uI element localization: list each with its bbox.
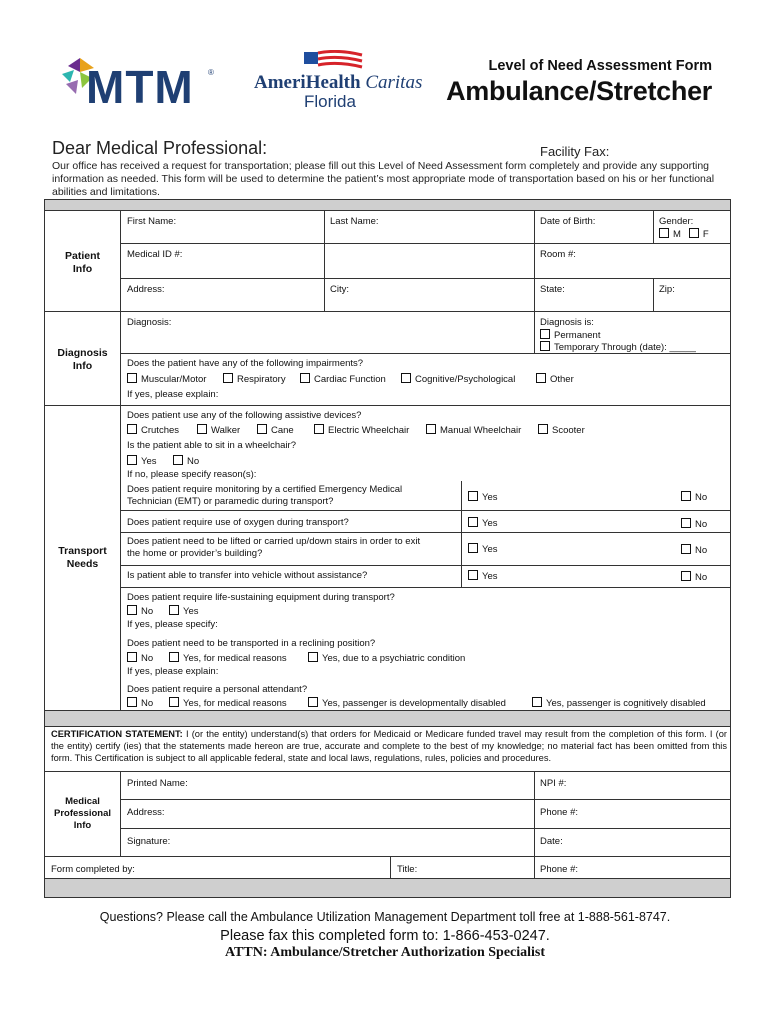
form-header (0, 0, 770, 140)
sit-wc-no-checkbox[interactable] (173, 455, 183, 465)
last-name-field[interactable]: Last Name: (330, 216, 379, 227)
greeting: Dear Medical Professional: (52, 138, 268, 158)
cognitive-option (401, 373, 515, 386)
attendant-yes-dev-label: Yes, passenger is developmentally disabled (322, 698, 506, 709)
cardiac-label: Cardiac Function (314, 374, 386, 385)
emt-yes-checkbox[interactable] (468, 491, 478, 501)
medical-professional-label: Medical Professional Info (53, 796, 112, 831)
gender-m-label: M (673, 229, 681, 240)
sit-wc-yes-label: Yes (141, 456, 157, 467)
stairs-yes-option (468, 543, 498, 556)
manual-wc-checkbox[interactable] (426, 424, 436, 434)
medical-id-field[interactable]: Medical ID #: (127, 249, 183, 260)
cognitive-label: Cognitive/Psychological (415, 374, 516, 385)
cane-checkbox[interactable] (257, 424, 267, 434)
stairs-no-label: No (695, 545, 708, 556)
mp-address-field[interactable]: Address: (127, 807, 165, 818)
form-main-title: Ambulance/Stretcher (446, 76, 712, 106)
attendant-yes-cog-label: Yes, passenger is cognitively disabled (546, 698, 706, 709)
cane-label: Cane (271, 425, 294, 436)
life-yes-label: Yes (183, 606, 199, 617)
crutches-checkbox[interactable] (127, 424, 137, 434)
gender-m-checkbox[interactable] (659, 228, 669, 238)
oxygen-yes-option (468, 517, 498, 530)
certification-statement (51, 728, 727, 764)
recline-no-option (127, 652, 153, 665)
impairments-question: Does the patient have any of the following impairments? (127, 358, 364, 369)
attendant-yes-cog-checkbox[interactable] (532, 697, 542, 707)
footer-questions: Questions? Please call the Ambulance Utilization Management Department toll free at 1-888-561-8747. (99, 910, 671, 924)
walker-label: Walker (211, 425, 241, 436)
oxygen-no-label: No (695, 519, 708, 530)
attendant-no-checkbox[interactable] (127, 697, 137, 707)
recline-yes-psych-option (308, 652, 465, 665)
form-title: Level of Need Assessment Form (488, 58, 712, 74)
assessment-form-table (44, 199, 731, 898)
respiratory-label: Respiratory (237, 374, 286, 385)
recline-explain[interactable]: If yes, please explain: (127, 666, 219, 677)
other-checkbox[interactable] (536, 373, 546, 383)
emt-no-option (681, 491, 707, 504)
footer-attn: ATTN: Ambulance/Stretcher Authorization Specialist (224, 945, 546, 960)
sit-wc-yes-option (127, 455, 157, 468)
life-yes-checkbox[interactable] (169, 605, 179, 615)
date-field[interactable]: Date: (540, 836, 563, 847)
recline-no-checkbox[interactable] (127, 652, 137, 662)
scooter-label: Scooter (552, 425, 585, 436)
recline-yes-medical-label: Yes, for medical reasons (183, 653, 287, 664)
attendant-yes-dev-option (308, 697, 506, 710)
oxygen-no-option (681, 518, 707, 531)
dob-field[interactable]: Date of Birth: (540, 216, 596, 227)
transfer-question: Is patient able to transfer into vehicle without assistance? (127, 570, 368, 581)
recline-yes-psych-label: Yes, due to a psychiatric condition (322, 653, 466, 664)
stairs-question: Does patient need to be lifted or carried up/down stairs in order to exit the home or provider’s building? (127, 536, 421, 559)
attendant-yes-cog-option (532, 697, 706, 710)
transport-needs-label: Transport Needs (58, 545, 107, 570)
signature-field[interactable]: Signature: (127, 836, 171, 847)
transfer-no-checkbox[interactable] (681, 571, 691, 581)
permanent-label: Permanent (554, 330, 601, 341)
cardiac-checkbox[interactable] (300, 373, 310, 383)
electric-wc-label: Electric Wheelchair (328, 425, 410, 436)
permanent-checkbox[interactable] (540, 329, 550, 339)
transfer-no-label: No (695, 572, 708, 583)
amerihealth-name: AmeriHealth Caritas (254, 72, 423, 93)
room-field[interactable]: Room #: (540, 249, 576, 260)
form-completed-by-field[interactable]: Form completed by: (51, 864, 135, 875)
walker-option (197, 424, 240, 437)
oxygen-question: Does patient require use of oxygen during transport? (127, 517, 349, 528)
certification-body: I (or the entity) understand(s) that orders for Medicaid or Medicare funded travel may result from the completion of this form. I (or the entity) certify (ies) that the statements made hereon are true, accurate and complete to the best of my knowledge; no material fact has been omitted from this form. This Certification is subject to all applicable federal, state and local laws, regulations, rules, policies and procedures. (51, 729, 727, 763)
attendant-no-label: No (141, 698, 154, 709)
title-field[interactable]: Title: (397, 864, 418, 875)
gender-f-label: F (702, 229, 709, 240)
transfer-yes-label: Yes (482, 571, 498, 582)
sit-wc-no-option (173, 455, 199, 468)
attendant-question: Does patient require a personal attendant? (127, 684, 308, 695)
diagnosis-info-label: Diagnosis Info (57, 347, 108, 372)
gender-label: Gender: (659, 216, 694, 227)
first-name-field[interactable]: First Name: (127, 216, 177, 227)
sit-wheelchair-question: Is the patient able to sit in a wheelchair? (127, 440, 296, 451)
emt-yes-option (468, 491, 498, 504)
electric-wc-checkbox[interactable] (314, 424, 324, 434)
facility-fax-label[interactable]: Facility Fax: (540, 144, 610, 159)
scooter-option (538, 424, 585, 437)
stairs-yes-checkbox[interactable] (468, 543, 478, 553)
crutches-option (127, 424, 179, 437)
cane-option (257, 424, 294, 437)
bottom-gray-bar (45, 878, 730, 897)
temporary-option (540, 341, 696, 354)
stairs-yes-label: Yes (482, 544, 498, 555)
life-sustaining-question: Does patient require life-sustaining equipment during transport? (127, 592, 395, 603)
state-field[interactable]: State: (540, 284, 565, 295)
electric-wc-option (314, 424, 409, 437)
flag-icon (304, 50, 364, 72)
footer-fax: Please fax this completed form to: 1-866-453-0247. (220, 928, 550, 944)
attendant-yes-medical-checkbox[interactable] (169, 697, 179, 707)
transfer-yes-option (468, 570, 498, 583)
walker-checkbox[interactable] (197, 424, 207, 434)
life-yes-option (169, 605, 199, 618)
certification-heading: CERTIFICATION STATEMENT: (51, 729, 183, 739)
impairments-options (127, 373, 206, 386)
gender-f-checkbox[interactable] (689, 228, 699, 238)
transfer-no-option (681, 571, 707, 584)
stairs-no-option (681, 544, 707, 557)
recline-no-label: No (141, 653, 154, 664)
mp-phone-field[interactable]: Phone #: (540, 807, 579, 818)
crutches-label: Crutches (141, 425, 180, 436)
address-field[interactable]: Address: (127, 284, 165, 295)
npi-field[interactable]: NPI #: (540, 778, 567, 789)
diagnosis-is-label: Diagnosis is: (540, 317, 594, 328)
respiratory-option (223, 373, 286, 386)
muscular-label: Muscular/Motor (141, 374, 207, 385)
life-no-option (127, 605, 153, 618)
other-option (536, 373, 574, 386)
sit-wc-no-label: No (187, 456, 200, 467)
zip-field[interactable]: Zip: (659, 284, 675, 295)
amerihealth-sub: Florida (304, 92, 356, 111)
manual-wc-option (426, 424, 521, 437)
patient-info-label: Patient Info (64, 250, 100, 275)
impairments-explain[interactable]: If yes, please explain: (127, 389, 219, 400)
diagnosis-field[interactable]: Diagnosis: (127, 317, 172, 328)
mid-gray-bar (45, 710, 730, 726)
stairs-no-checkbox[interactable] (681, 544, 691, 554)
mtm-logo-text: MTM (86, 61, 194, 113)
intro-paragraph: Our office has received a request for transportation; please fill out this Level of Need Assessment form completely and provide any supporting information as needed. This form will be used to determine the patient’s most appropriate mode of transportation based on his or her functional abilities and limitations. (52, 160, 715, 198)
scooter-checkbox[interactable] (538, 424, 548, 434)
oxygen-no-checkbox[interactable] (681, 518, 691, 528)
attendant-yes-medical-label: Yes, for medical reasons (183, 698, 287, 709)
oxygen-yes-label: Yes (482, 518, 498, 529)
recline-yes-medical-checkbox[interactable] (169, 652, 179, 662)
attendant-yes-medical-option (169, 697, 287, 710)
attendant-yes-dev-checkbox[interactable] (308, 697, 318, 707)
emt-no-checkbox[interactable] (681, 491, 691, 501)
manual-wc-label: Manual Wheelchair (440, 425, 522, 436)
recline-yes-psych-checkbox[interactable] (308, 652, 318, 662)
life-no-checkbox[interactable] (127, 605, 137, 615)
gender-options (659, 228, 709, 241)
recline-question: Does patient need to be transported in a reclining position? (127, 638, 376, 649)
oxygen-yes-checkbox[interactable] (468, 517, 478, 527)
emt-yes-label: Yes (482, 492, 498, 503)
devices-question: Does patient use any of the following assistive devices? (127, 410, 362, 421)
city-field[interactable]: City: (330, 284, 349, 295)
cognitive-checkbox[interactable] (401, 373, 411, 383)
mtm-logo-reg: ® (208, 68, 214, 77)
recline-yes-medical-option (169, 652, 287, 665)
amerihealth-logo (252, 50, 422, 114)
cardiac-option (300, 373, 386, 386)
transfer-yes-checkbox[interactable] (468, 570, 478, 580)
emt-question: Does patient require monitoring by a certified Emergency Medical Technician (EMT) or paramedic during transport? (127, 484, 403, 507)
if-no-reason[interactable]: If no, please specify reason(s): (127, 469, 257, 480)
completer-phone-field[interactable]: Phone #: (540, 864, 579, 875)
respiratory-checkbox[interactable] (223, 373, 233, 383)
mtm-logo (58, 48, 218, 114)
top-gray-bar (45, 200, 730, 210)
temporary-checkbox[interactable] (540, 341, 550, 351)
attendant-no-option (127, 697, 153, 710)
life-no-label: No (141, 606, 154, 617)
other-label: Other (550, 374, 574, 385)
sit-wc-yes-checkbox[interactable] (127, 455, 137, 465)
muscular-checkbox[interactable] (127, 373, 137, 383)
emt-no-label: No (695, 492, 708, 503)
printed-name-field[interactable]: Printed Name: (127, 778, 188, 789)
life-specify[interactable]: If yes, please specify: (127, 619, 218, 630)
temporary-label: Temporary Through (date): _____ (554, 342, 696, 353)
